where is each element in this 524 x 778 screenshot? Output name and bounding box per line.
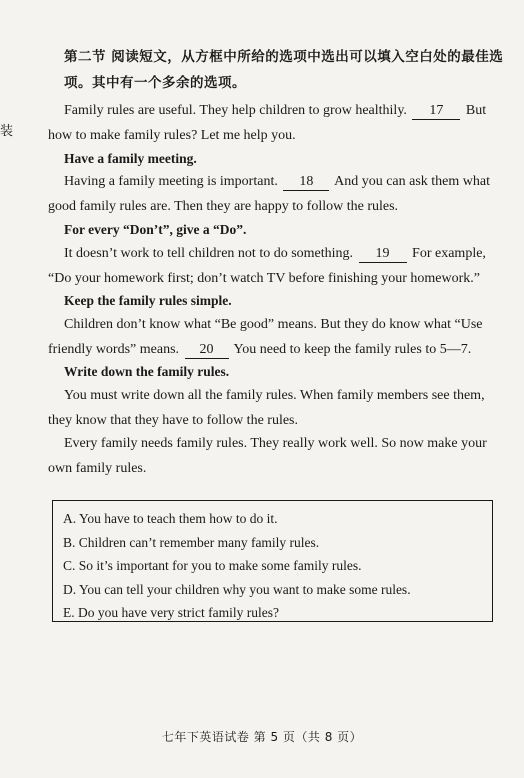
p2-text: It doesn’t work to tell children not to do something.	[64, 246, 354, 261]
option-c[interactable]: C. So it’s important for you to make some family rules.	[63, 558, 362, 573]
intro-line2: how to make family rules? Let me help you.	[48, 127, 296, 143]
intro-paragraph	[48, 99, 496, 148]
paragraph-conclusion	[48, 432, 496, 481]
blank-19[interactable]: 19	[359, 246, 407, 263]
p3-text-after: You need to keep the family rules to 5—7.	[233, 341, 472, 357]
p1-text: Having a family meeting is important.	[64, 174, 278, 189]
intro-text: Family rules are useful. They help children to grow healthily.	[64, 103, 407, 118]
p5-line2: own family rules.	[48, 460, 147, 476]
blank-18[interactable]: 18	[283, 174, 329, 191]
paragraph-keep-simple	[48, 313, 496, 362]
option-d[interactable]: D. You can tell your children why you want to make some rules.	[63, 581, 411, 597]
page-footer: 七年下英语试卷 第 5 页（共 8 页）	[161, 730, 363, 744]
option-e[interactable]: E. Do you have very strict family rules?	[63, 605, 279, 620]
p2-line2: “Do your homework first; don’t watch TV before finishing your homework.”	[48, 270, 480, 286]
p3-line1: Children don’t know what “Be good” means. But they do know what “Use	[64, 317, 483, 332]
p1-text-after: And you can ask them what	[334, 174, 490, 189]
option-b[interactable]: B. Children can’t remember many family rules.	[63, 534, 320, 550]
p2-text-after: For example,	[412, 246, 486, 261]
blank-20[interactable]: 20	[185, 342, 229, 359]
p4-line1: You must write down all the family rules. When family members see them,	[64, 388, 485, 403]
paragraph-dont-do	[48, 242, 496, 291]
heading-write-down: Write down the family rules.	[64, 364, 230, 379]
options-box	[52, 500, 493, 622]
section-title	[64, 44, 504, 96]
paragraph-write-down	[48, 384, 496, 433]
heading-keep-simple: Keep the family rules simple.	[64, 293, 232, 308]
blank-17[interactable]: 17	[412, 103, 460, 120]
p4-line2: they know that they have to follow the rules.	[48, 412, 298, 428]
p5-line1: Every family needs family rules. They really work well. So now make your	[64, 436, 487, 451]
section-title-line2: 项。其中有一个多余的选项。	[64, 75, 246, 91]
paragraph-family-meeting	[48, 170, 496, 219]
heading-dont-do: For every “Don’t”, give a “Do”.	[64, 222, 247, 237]
option-a[interactable]: A. You have to teach them how to do it.	[63, 511, 278, 526]
section-title-line1: 第二节 阅读短文，从方框中所给的选项中选出可以填入空白处的最佳选	[64, 49, 504, 65]
p1-line2: good family rules are. Then they are happy to follow the rules.	[48, 198, 399, 214]
intro-text-after: But	[465, 103, 487, 118]
heading-family-meeting: Have a family meeting.	[64, 151, 197, 166]
p3-text: friendly words” means.	[48, 341, 180, 357]
binding-margin-mark: 装	[0, 124, 14, 139]
